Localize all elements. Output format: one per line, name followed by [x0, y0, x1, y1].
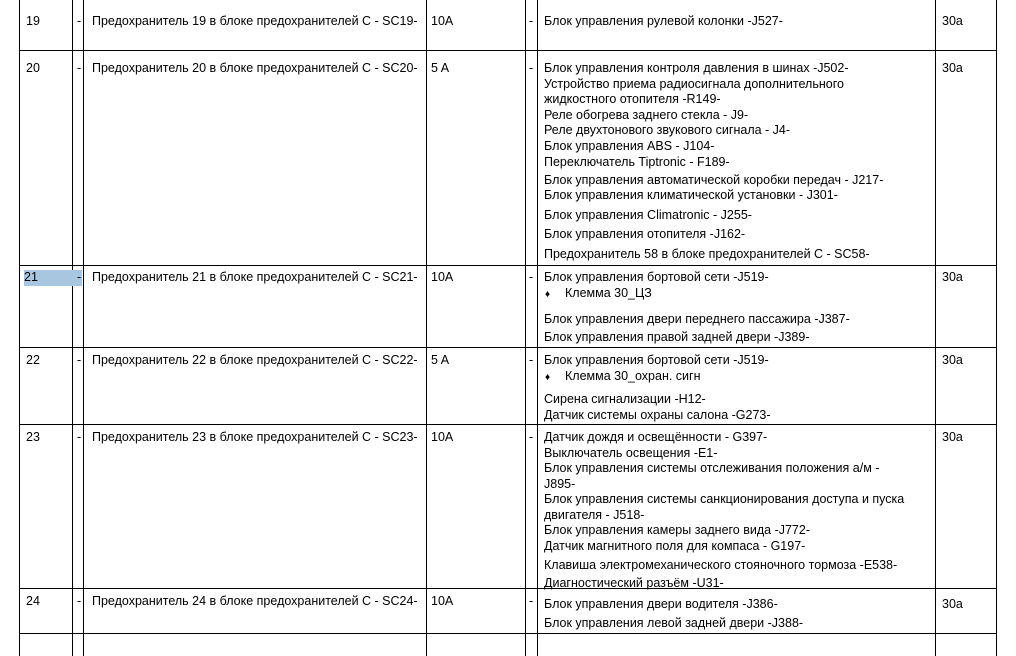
consumer-list — [544, 353, 771, 423]
consumer-item: Блок управления ABS - J104- — [544, 138, 715, 153]
fuse-rating: 10A — [431, 594, 454, 608]
terminal: 30a — [942, 430, 963, 444]
consumer-subitem: ♦ Клемма 30_охран. сигн — [544, 369, 771, 386]
consumer-item: Реле двухтонового звукового сигнала - J4- — [544, 123, 791, 137]
fuse-number: 20 — [26, 61, 40, 75]
separator: - — [529, 353, 534, 367]
table-row — [19, 430, 996, 588]
separator: - — [77, 14, 82, 28]
separator: - — [529, 270, 534, 284]
consumer-item: Блок управления контроля давления в шинах -J502- — [544, 61, 849, 75]
table-row — [19, 61, 996, 265]
fuse-name: Предохранитель 21 в блоке предохранителей C - SC21- — [92, 270, 418, 284]
terminal: 30a — [942, 14, 963, 28]
consumer-item: двигателя - J518- — [544, 507, 645, 522]
table-row — [19, 353, 996, 424]
consumer-item: Переключатель Tiptronic - F189- — [544, 155, 730, 169]
consumer-item: Блок управления бортовой сети -J519- — [544, 353, 769, 367]
row-divider — [19, 424, 997, 425]
fuse-name: Предохранитель 23 в блоке предохранителей C - SC23- — [92, 430, 418, 444]
consumer-item: Предохранитель 58 в блоке предохранителей C - SC58- — [544, 246, 870, 261]
separator: - — [529, 430, 534, 444]
consumer-item: Датчик дождя и освещённости - G397- — [544, 430, 768, 444]
terminal: 30a — [942, 597, 963, 611]
table-row — [19, 14, 996, 50]
fuse-number: 24 — [26, 594, 40, 608]
consumer-item: Блок управления Climatronic - J255- — [544, 207, 752, 222]
fuse-rating: 10A — [431, 270, 454, 284]
consumer-item: Блок управления двери водителя -J386- — [544, 597, 778, 611]
separator: - — [77, 270, 82, 284]
consumer-list — [544, 61, 883, 262]
consumer-list — [544, 14, 783, 30]
row-divider — [19, 347, 997, 348]
consumer-item: Блок управления отопителя -J162- — [544, 227, 746, 241]
fuse-number: 19 — [26, 14, 40, 28]
fuse-rating: 10A — [431, 14, 454, 28]
consumer-item: Устройство приема радиосигнала дополнительного — [544, 76, 844, 91]
consumer-item: Блок управления системы санкционирования доступа и пуска — [544, 492, 905, 506]
table-row — [19, 594, 996, 633]
fuse-number[interactable]: 21 — [24, 270, 82, 286]
separator: - — [529, 61, 534, 75]
consumer-item: Датчик магнитного поля для компаса - G197- — [544, 538, 806, 553]
terminal: 30a — [942, 270, 963, 284]
consumer-item: Блок управления левой задней двери -J388- — [544, 615, 804, 630]
consumer-item: Блок управления климатической установки - J301- — [544, 188, 838, 202]
consumer-item: Блок управления рулевой колонки -J527- — [544, 14, 783, 28]
consumer-item: Блок управления камеры заднего вида -J772- — [544, 523, 811, 537]
row-divider — [19, 50, 997, 51]
separator: - — [529, 14, 534, 28]
terminal: 30a — [942, 61, 963, 75]
consumer-item: J895- — [544, 476, 576, 491]
consumer-item: Блок управления системы отслеживания положения а/м - — [544, 461, 880, 475]
fuse-name: Предохранитель 20 в блоке предохранителей C - SC20- — [92, 61, 418, 75]
fuse-name: Предохранитель 19 в блоке предохранителей C - SC19- — [92, 14, 418, 28]
consumer-list — [544, 270, 850, 345]
fuse-rating: 5 A — [431, 353, 450, 367]
separator: - — [529, 594, 534, 608]
consumer-item: Клавиша электромеханического стояночного тормоза -E538- — [544, 558, 898, 572]
terminal: 30a — [942, 353, 963, 367]
consumer-item: Блок управления автоматической коробки передач - J217- — [544, 172, 884, 187]
bullet-icon: ♦ — [545, 288, 551, 300]
consumer-item: Блок управления правой задней двери -J389- — [544, 329, 810, 344]
table-row — [19, 270, 996, 347]
consumer-item: Сирена сигнализации -H12- — [544, 392, 706, 406]
separator: - — [77, 61, 82, 75]
fuse-name: Предохранитель 24 в блоке предохранителей C - SC24- — [92, 594, 418, 608]
consumer-item: Датчик системы охраны салона -G273- — [544, 407, 771, 422]
consumer-item: Диагностический разъём -U31- — [544, 575, 724, 590]
fuse-name: Предохранитель 22 в блоке предохранителей C - SC22- — [92, 353, 418, 367]
row-divider — [19, 265, 997, 266]
fuse-number: 23 — [26, 430, 40, 444]
separator: - — [77, 353, 82, 367]
consumer-subitem: ♦ Клемма 30_ЦЗ — [544, 286, 850, 303]
consumer-item: Выключатель освещения -E1- — [544, 445, 718, 460]
consumer-item: Блок управления бортовой сети -J519- — [544, 270, 769, 284]
column-divider — [996, 0, 997, 656]
consumer-list — [544, 597, 803, 631]
separator: - — [77, 594, 82, 608]
row-divider — [19, 633, 997, 634]
fuse-number: 22 — [26, 353, 40, 367]
fuse-rating: 10A — [431, 430, 454, 444]
consumer-item: жидкостного отопителя -R149- — [544, 92, 721, 106]
fuse-rating: 5 A — [431, 61, 450, 75]
consumer-item: Блок управления двери переднего пассажира -J387- — [544, 312, 850, 326]
consumer-list — [544, 430, 904, 591]
bullet-icon: ♦ — [545, 371, 551, 383]
separator: - — [77, 430, 82, 444]
consumer-item: Реле обогрева заднего стекла - J9- — [544, 107, 749, 122]
